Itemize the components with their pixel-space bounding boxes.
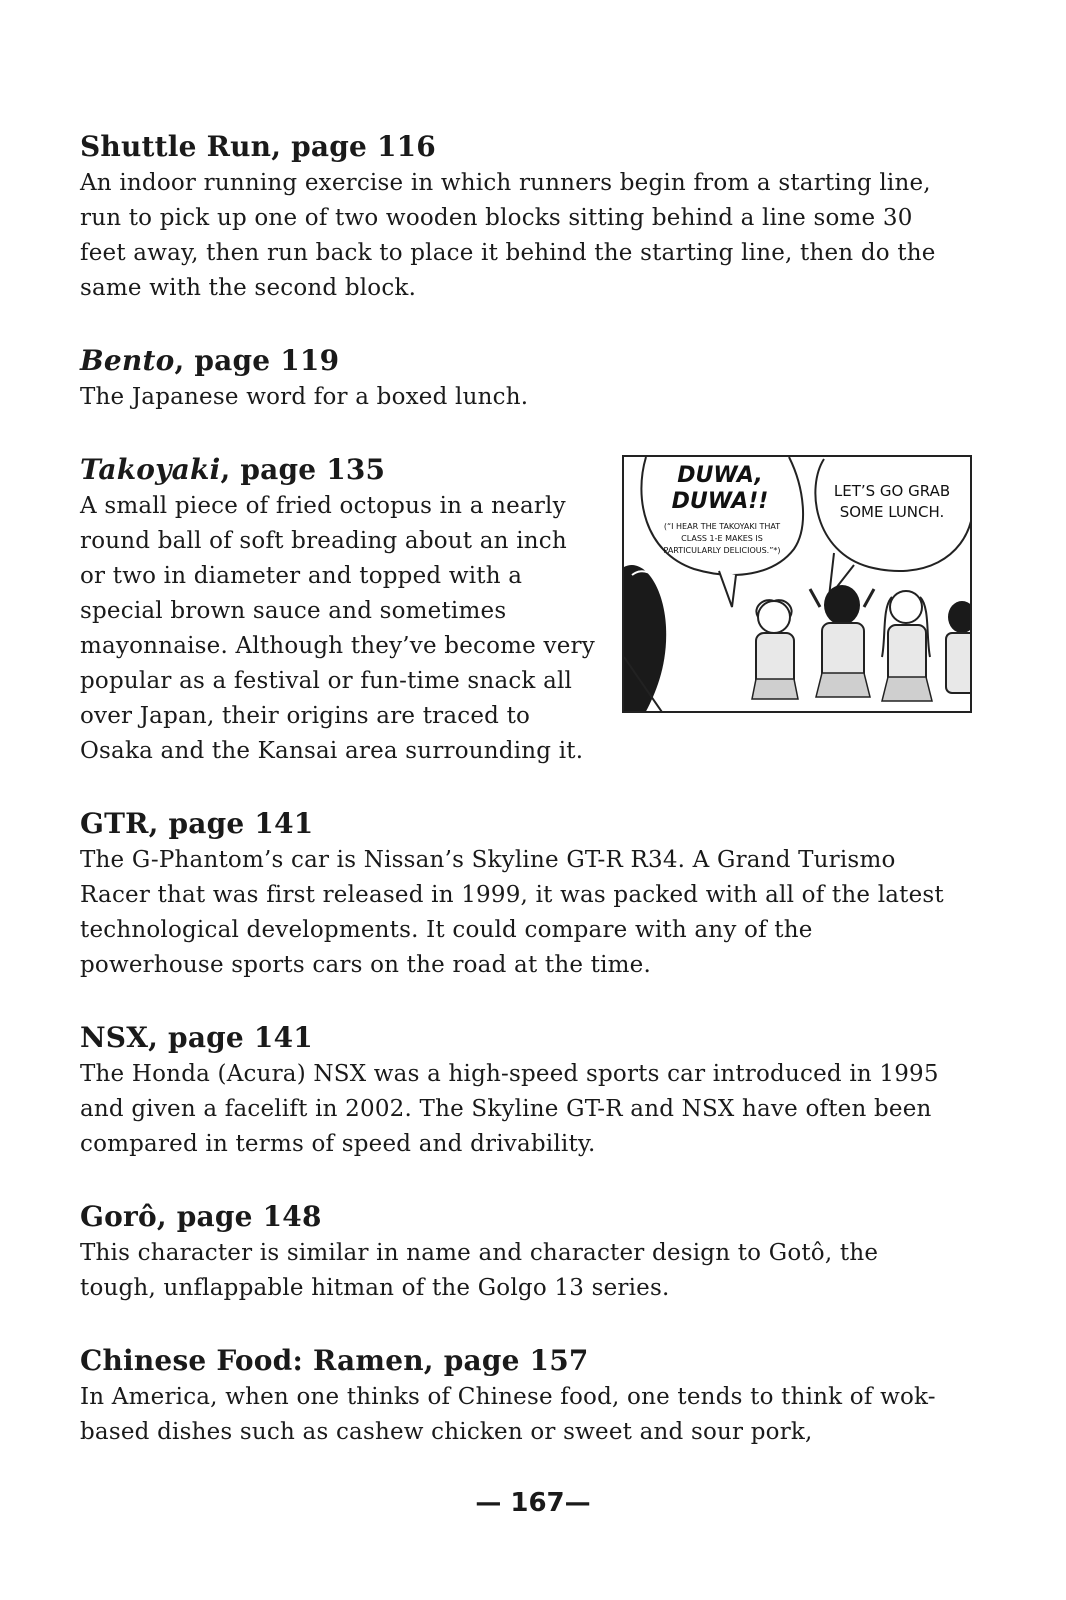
- entry-term: GTR: [80, 807, 149, 840]
- entry-heading: [80, 128, 960, 166]
- entry-page-ref: , page 157: [423, 1344, 589, 1377]
- entry-text: An indoor running exercise in which runners begin from a starting line, run to pick up one of two wooden blocks sitting behind a line some 30 feet away, then run back to place it behind the starting line, then do the same with the second block.: [80, 170, 936, 301]
- sfx-text: DUWA, DUWA!!: [671, 463, 769, 514]
- entry-term: Bento: [80, 344, 175, 377]
- entry-text: The G-Phantom’s car is Nissan’s Skyline GT-R R34. A Grand Turismo Racer that was first released in 1999, it was packed with all of the latest technological developments. It could compare with any of the powerhouse sports cars on the road at the time.: [80, 847, 944, 978]
- entry-chinese-food-ramen: [80, 1342, 960, 1450]
- entry-page-ref: , page 148: [156, 1200, 322, 1233]
- entry-page-ref: , page 141: [148, 1021, 313, 1054]
- entry-heading: [80, 1198, 960, 1236]
- entry-gtr: [80, 805, 960, 983]
- sfx-translation: (“I HEAR THE TAKOYAKI THAT CLASS 1-E MAKES IS PARTICULARLY DELICIOUS.”*): [663, 522, 781, 555]
- entry-term: Chinese Food: Ramen: [80, 1344, 424, 1377]
- entry-goro: [80, 1198, 960, 1306]
- page-number: — 167—: [475, 1488, 591, 1518]
- entry-text: The Japanese word for a boxed lunch.: [80, 384, 529, 410]
- entry-text: The Honda (Acura) NSX was a high-speed sports car introduced in 1995 and given a facelift in 2002. The Skyline GT-R and NSX have often been compared in terms of speed and drivability.: [80, 1061, 939, 1157]
- entry-page-ref: , page 135: [220, 453, 386, 486]
- entry-heading: [80, 1019, 960, 1057]
- entry-text: A small piece of fried octopus in a nearly round ball of soft breading about an inch or two in diameter and topped with a special brown sauce and sometimes mayonnaise. Although they’ve become very popular as a festival or fun-time snack all over Japan, their origins are traced to Osaka and the Kansai area surrounding it.: [80, 493, 595, 764]
- entry-text: This character is similar in name and character design to Gotô, the tough, unflappable hitman of the Golgo 13 series.: [80, 1240, 879, 1301]
- entry-heading: [80, 805, 960, 843]
- entry-term: Shuttle Run: [80, 130, 272, 163]
- manga-panel-illustration: [622, 455, 972, 713]
- speech-bubble-text: LET’S GO GRAB SOME LUNCH.: [833, 482, 951, 521]
- glossary-page: [80, 128, 960, 1486]
- entry-text: In America, when one thinks of Chinese food, one tends to think of wok-based dishes such as cashew chicken or sweet and sour pork,: [80, 1384, 936, 1445]
- entry-takoyaki: [80, 451, 960, 769]
- entry-term: NSX: [80, 1021, 149, 1054]
- entry-page-ref: , page 119: [174, 344, 340, 377]
- entry-term: Gorô: [80, 1200, 157, 1233]
- entry-bento: [80, 342, 960, 415]
- entry-page-ref: , page 141: [148, 807, 314, 840]
- entry-heading: [80, 1342, 960, 1380]
- entry-term: Takoyaki: [80, 453, 221, 486]
- entry-shuttle-run: [80, 128, 960, 306]
- entry-page-ref: , page 116: [271, 130, 436, 163]
- entry-heading: [80, 342, 960, 380]
- entry-nsx: [80, 1019, 960, 1162]
